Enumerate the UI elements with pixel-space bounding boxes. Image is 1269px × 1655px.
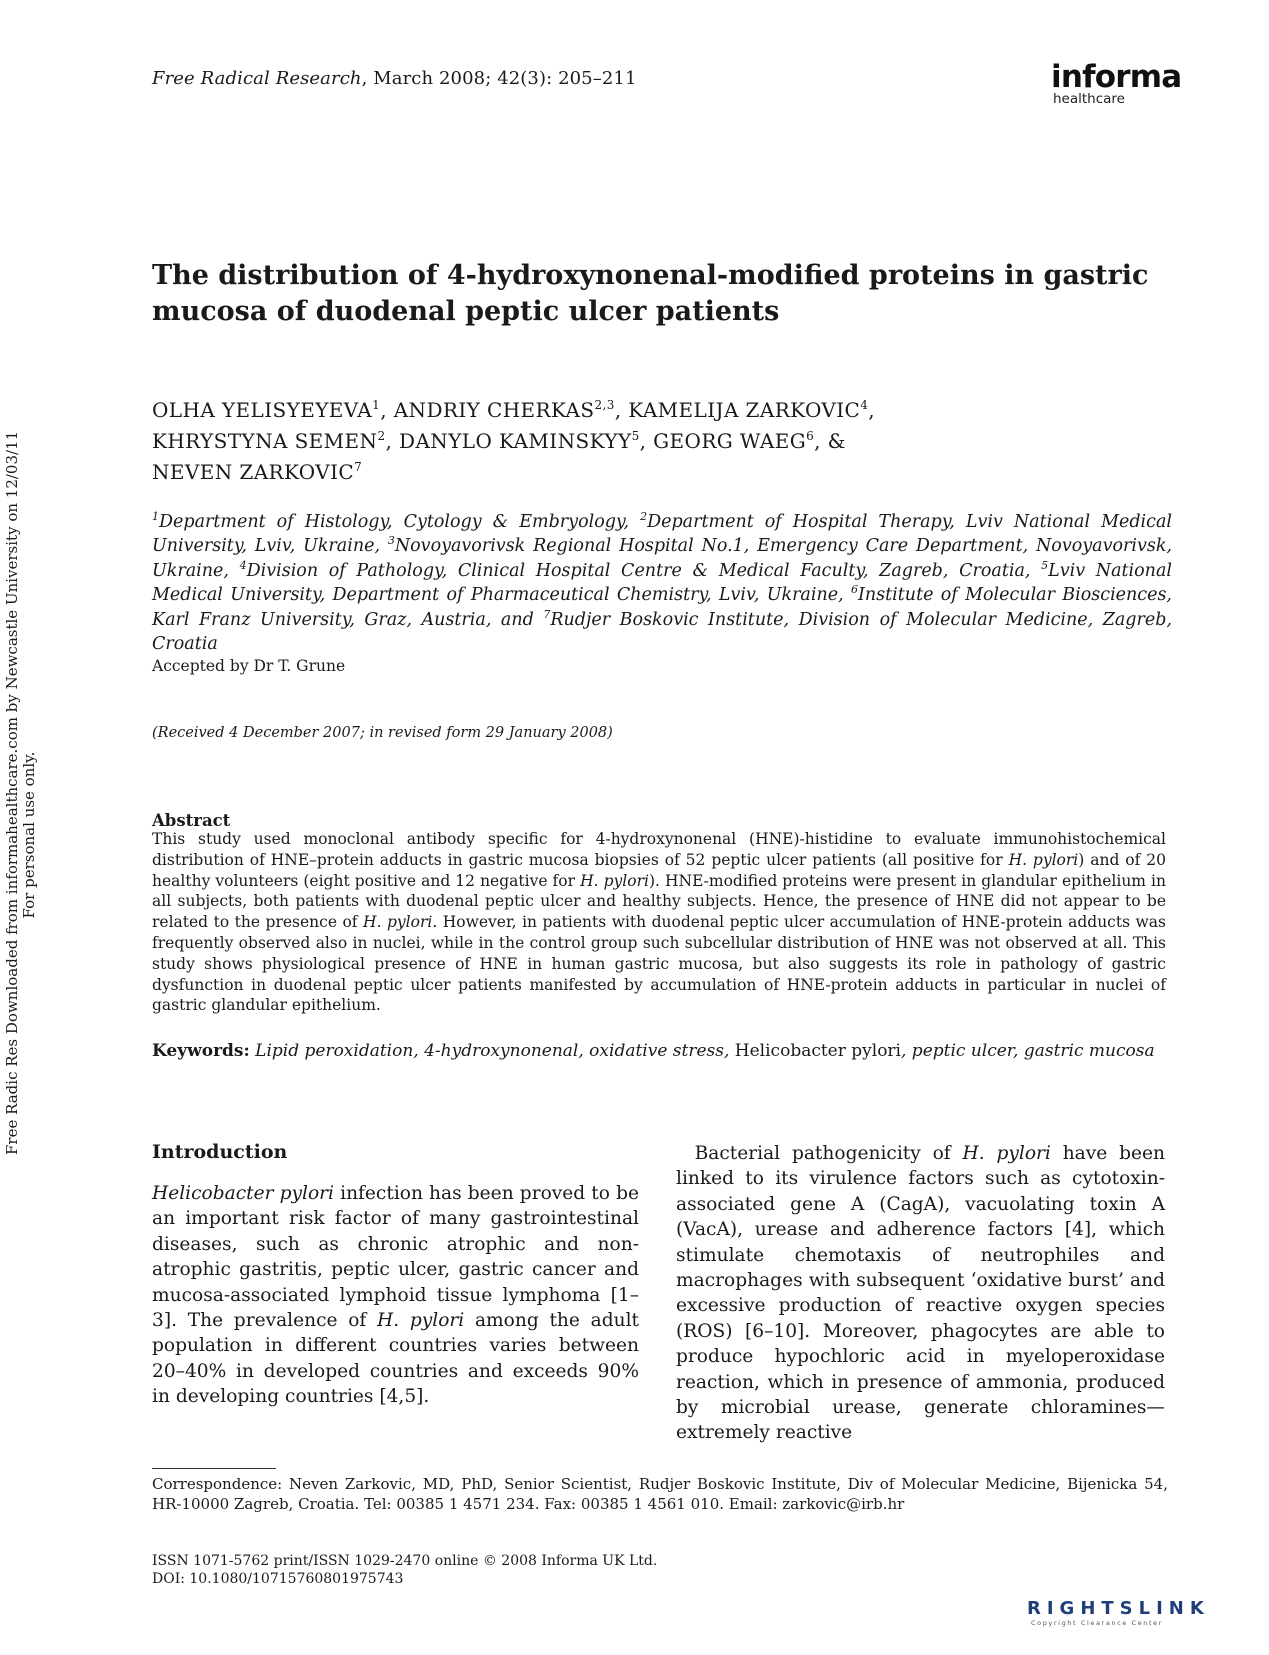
keywords bbox=[152, 1041, 1172, 1061]
watermark-line: Free Radic Res Downloaded from informahealthcare.com by Newcastle University on 12/03/11 bbox=[3, 430, 21, 1155]
author-list bbox=[152, 395, 1172, 488]
author-affiliation-number: 7 bbox=[354, 460, 363, 474]
abstract-part: ) and of 20 healthy volunteers (eight positive and 12 negative for bbox=[152, 850, 1166, 890]
affiliation-text: Lviv National Medical University, Department of Pharmaceutical Chemistry, Lviv, Ukraine, bbox=[152, 560, 1172, 606]
affiliation-number: 6 bbox=[850, 583, 858, 597]
author-line bbox=[152, 457, 1172, 488]
keywords-roman: Helicobacter pylori bbox=[734, 1041, 901, 1061]
author-line bbox=[152, 395, 1172, 426]
abstract-text bbox=[152, 829, 1166, 1016]
affiliation-number: 1 bbox=[152, 510, 159, 523]
title-line: The distribution of 4-hydroxynonenal-modified proteins in gastric bbox=[152, 260, 1149, 291]
abstract-italic: H. pylori bbox=[580, 871, 649, 890]
journal-name: Free Radical Research bbox=[152, 68, 362, 89]
abstract-heading: Abstract bbox=[152, 811, 231, 830]
intro-text: Bacterial pathogenicity of bbox=[694, 1143, 963, 1164]
journal-citation bbox=[152, 68, 637, 89]
author-affiliation-number: 2 bbox=[377, 429, 386, 443]
footnote-rule bbox=[152, 1468, 276, 1469]
affiliation-text: Novoyavorivsk Regional Hospital No.1, Emergency Care Department, Novoyavorivsk, Ukraine, bbox=[152, 536, 1172, 581]
affiliation-text: Division of Pathology, Clinical Hospital Centre & Medical Faculty, Zagreb, Croatia, bbox=[246, 560, 1042, 581]
affiliation-number: 3 bbox=[387, 534, 395, 548]
author-separator: , & bbox=[814, 429, 846, 453]
correspondence: Correspondence: Neven Zarkovic, MD, PhD, Senior Scientist, Rudjer Boskovic Institute, Div of Molecular Medicine, Bijenicka 54, HR-10000 Zagreb, Croatia. Tel: 00385 1 4571 234. Fax: 00385 1 4561 010. Email: zarkovic@irb.hr bbox=[152, 1475, 1168, 1513]
doi: DOI: 10.1080/10715760801975743 bbox=[152, 1571, 404, 1587]
issn-doi bbox=[152, 1552, 657, 1588]
intro-text: among the adult population in different countries varies between 20–40% in developed countries and exceeds 90% in developing countries [4,5]. bbox=[152, 1310, 639, 1408]
logo-subtitle: healthcare bbox=[1053, 91, 1125, 107]
author-affiliation-number: 2,3 bbox=[594, 398, 615, 412]
download-watermark bbox=[3, 430, 38, 1155]
affiliation-number: 4 bbox=[239, 558, 247, 572]
author-affiliation-number: 4 bbox=[860, 398, 869, 412]
received-dates: (Received 4 December 2007; in revised form 29 January 2008) bbox=[152, 725, 613, 741]
intro-left-column bbox=[152, 1181, 639, 1410]
intro-italic: H. pylori bbox=[962, 1143, 1051, 1164]
abstract-italic: H. pylori bbox=[1008, 850, 1079, 869]
author-affiliation-number: 1 bbox=[372, 398, 381, 412]
affiliation-number: 7 bbox=[543, 607, 551, 621]
keywords-list: Lipid peroxidation, 4-hydroxynonenal, oxidative stress, bbox=[255, 1041, 730, 1061]
accepted-by: Accepted by Dr T. Grune bbox=[152, 657, 346, 675]
publisher-logo bbox=[1051, 59, 1182, 107]
author-name: OLHA YELISYEYEVA bbox=[152, 398, 373, 422]
author-separator: , bbox=[868, 398, 876, 422]
issn: ISSN 1071-5762 print/ISSN 1029-2470 online © 2008 Informa UK Ltd. bbox=[152, 1553, 658, 1569]
affiliation-number: 2 bbox=[640, 510, 648, 523]
abstract-part: . However, in patients with duodenal peptic ulcer accumulation of HNE-protein adducts was frequently observed also in nuclei, while in the control group such subcellular distribution of HNE was not observed at all. This study shows physiological presence of HNE in human gastric mucosa, but also suggests its role in pathology of gastric dysfunction in duodenal peptic ulcer patients manifested by accumulation of HNE-protein adducts in particular in nuclei of gastric glandular epithelium. bbox=[152, 913, 1166, 1015]
keywords-label: Keywords: bbox=[152, 1041, 250, 1061]
watermark-line: For personal use only. bbox=[20, 751, 38, 919]
article-title bbox=[152, 258, 1162, 330]
intro-italic: H. pylori bbox=[377, 1310, 465, 1332]
rightslink-subtitle: Copyright Clearance Center bbox=[1031, 1619, 1164, 1627]
affiliation-text: Institute of Molecular Biosciences, Karl Franz University, Graz, Austria, and bbox=[152, 585, 1172, 630]
logo-brand: informa bbox=[1051, 59, 1182, 95]
title-line: mucosa of duodenal peptic ulcer patients bbox=[152, 296, 780, 327]
intro-right-column bbox=[676, 1141, 1165, 1446]
author-name: NEVEN ZARKOVIC bbox=[152, 460, 355, 484]
affiliation-number: 5 bbox=[1041, 558, 1049, 572]
author-separator: , bbox=[614, 398, 629, 422]
author-line bbox=[152, 426, 1172, 457]
author-name: KAMELIJA ZARKOVIC bbox=[628, 398, 861, 422]
author-affiliation-number: 6 bbox=[806, 429, 815, 443]
affiliations bbox=[152, 510, 1172, 656]
abstract-part: ). HNE-modified proteins were present in glandular epithelium in all subjects, both patients with duodenal peptic ulcer and healthy subjects. Hence, the presence of HNE did not appear to be related to the presence of bbox=[152, 871, 1166, 932]
keywords-list: , peptic ulcer, gastric mucosa bbox=[901, 1041, 1155, 1061]
affiliation-text: Department of Histology, Cytology & Embryology, bbox=[159, 512, 641, 532]
journal-issue: , March 2008; 42(3): 205–211 bbox=[361, 68, 637, 89]
abstract-part: This study used monoclonal antibody specific for 4-hydroxynonenal (HNE)-histidine to evaluate immunohistochemical distribution of HNE–protein adducts in gastric mucosa biopsies of 52 peptic ulcer patients (all positive for bbox=[152, 830, 1166, 869]
author-affiliation-number: 5 bbox=[631, 429, 640, 443]
author-separator: , bbox=[380, 398, 394, 422]
author-separator: , bbox=[639, 429, 654, 453]
rightslink-logo[interactable] bbox=[1027, 1599, 1259, 1627]
author-name: KHRYSTYNA SEMEN bbox=[152, 429, 378, 453]
rightslink-text: RIGHTSLINK bbox=[1027, 1598, 1210, 1619]
affiliation-text: Rudjer Boskovic Institute, Division of Molecular Medicine, Zagreb, Croatia bbox=[152, 609, 1172, 655]
affiliation-text: Department of Hospital Therapy, Lviv National Medical University, Lviv, Ukraine, bbox=[152, 512, 1172, 557]
introduction-heading: Introduction bbox=[152, 1141, 288, 1163]
intro-italic: Helicobacter pylori bbox=[152, 1183, 334, 1204]
intro-text: infection has been proved to be an important risk factor of many gastrointestinal diseases, such as chronic atrophic and non-atrophic gastritis, peptic ulcer, gastric cancer and mucosa-associated lymphoid tissue lymphoma [1–3]. The prevalence of bbox=[152, 1183, 640, 1332]
author-name: GEORG WAEG bbox=[653, 429, 807, 453]
author-name: ANDRIY CHERKAS bbox=[393, 398, 595, 422]
author-separator: , bbox=[385, 429, 400, 453]
abstract-italic: H. pylori bbox=[363, 913, 433, 932]
intro-text: have been linked to its virulence factors such as cytotoxin-associated gene A (CagA), vacuolating toxin A (VacA), urease and adherence factors [4], which stimulate chemotaxis of neutrophiles and macrophages with subsequent ‘oxidative burst’ and excessive production of reactive oxygen species (ROS) [6–10]. Moreover, phagocytes are able to produce hypochloric acid in myeloperoxidase reaction, which in presence of ammonia, produced by microbial urease, generate chloramines—extremely reactive bbox=[676, 1143, 1165, 1444]
author-name: DANYLO KAMINSKYY bbox=[399, 429, 632, 453]
